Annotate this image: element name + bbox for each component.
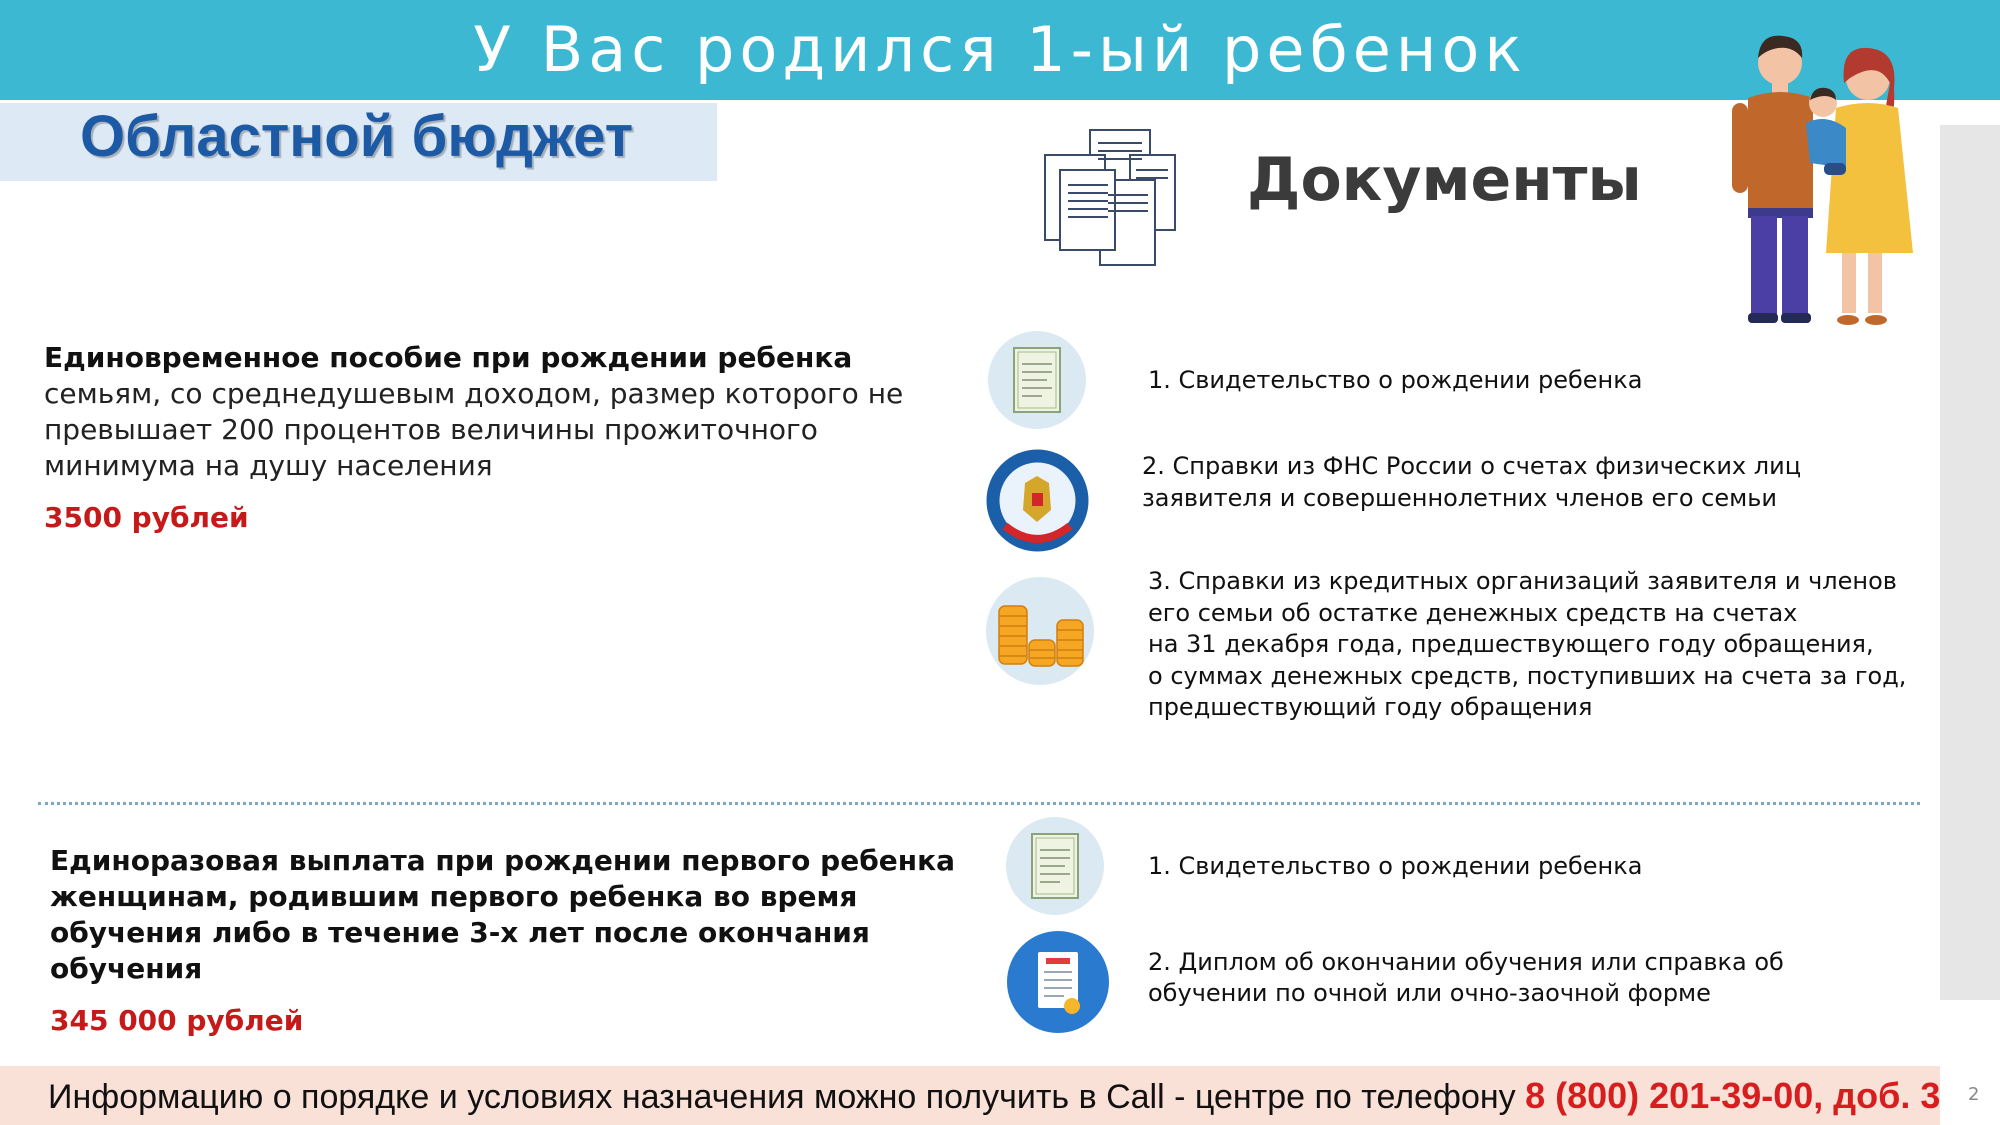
benefit-2-title-line: Единоразовая выплата при рождении первого ребенка <box>50 844 955 877</box>
birth-certificate-icon <box>987 330 1087 430</box>
family-illustration <box>1718 28 1928 333</box>
benefit-2-amount: 345 000 рублей <box>50 1004 304 1037</box>
benefit-1-document-2-line: заявителя и совершеннолетних членов его семьи <box>1142 484 1777 512</box>
benefit-1-description-line: превышает 200 процентов величины прожиточного <box>44 413 818 446</box>
tax-service-emblem-icon <box>985 448 1090 553</box>
footer-info <box>48 1070 1940 1123</box>
side-gray-bar <box>1940 125 2000 1000</box>
benefit-2-title-line: обучения либо в течение 3-х лет после окончания <box>50 916 870 949</box>
benefit-1-document-2-line: 2. Справки из ФНС России о счетах физических лиц <box>1142 452 1802 480</box>
benefit-1-document-3-line: на 31 декабря года, предшествующего году обращения, <box>1148 630 1874 658</box>
benefit-2-title-line: обучения <box>50 952 203 985</box>
benefit-2-document-1: 1. Свидетельство о рождении ребенка <box>1148 852 1643 880</box>
page-title: У Вас родился 1-ый ребенок <box>473 13 1527 86</box>
birth-certificate-icon <box>1005 816 1105 916</box>
benefit-1-document-3-line: его семьи об остатке денежных средств на счетах <box>1148 599 1798 627</box>
benefit-1-amount: 3500 рублей <box>44 501 249 534</box>
benefit-1-document-1: 1. Свидетельство о рождении ребенка <box>1148 366 1643 394</box>
section-label: Областной бюджет <box>80 104 634 169</box>
benefit-2-document-2-line: обучении по очной или очно-заочной форме <box>1148 979 1711 1007</box>
documents-stack-icon <box>1040 125 1180 270</box>
benefit-1-title: Единовременное пособие при рождении ребенка <box>44 341 853 374</box>
benefit-1-document-3-line: предшествующий году обращения <box>1148 693 1593 721</box>
documents-title: Документы <box>1247 145 1642 215</box>
diploma-icon <box>1006 930 1110 1034</box>
page-number: 2 <box>1968 1084 1980 1105</box>
benefit-1-document-3-line: 3. Справки из кредитных организаций заявителя и членов <box>1148 567 1897 595</box>
benefit-2-title-line: женщинам, родившим первого ребенка во время <box>50 880 858 913</box>
footer-phone: 8 (800) 201-39-00, доб. 3 <box>1525 1075 1941 1116</box>
section-divider <box>38 802 1920 805</box>
benefit-1-document-3-line: о суммах денежных средств, поступивших на счета за год, <box>1148 662 1907 690</box>
footer-text: Информацию о порядке и условиях назначения можно получить в Call - центре по телефону <box>48 1078 1516 1116</box>
benefit-1-description-line: семьям, со среднедушевым доходом, размер которого не <box>44 377 904 410</box>
benefit-2-document-2-line: 2. Диплом об окончании обучения или справка об <box>1148 948 1784 976</box>
coins-icon <box>985 576 1095 686</box>
benefit-1-description-line: минимума на душу населения <box>44 449 493 482</box>
